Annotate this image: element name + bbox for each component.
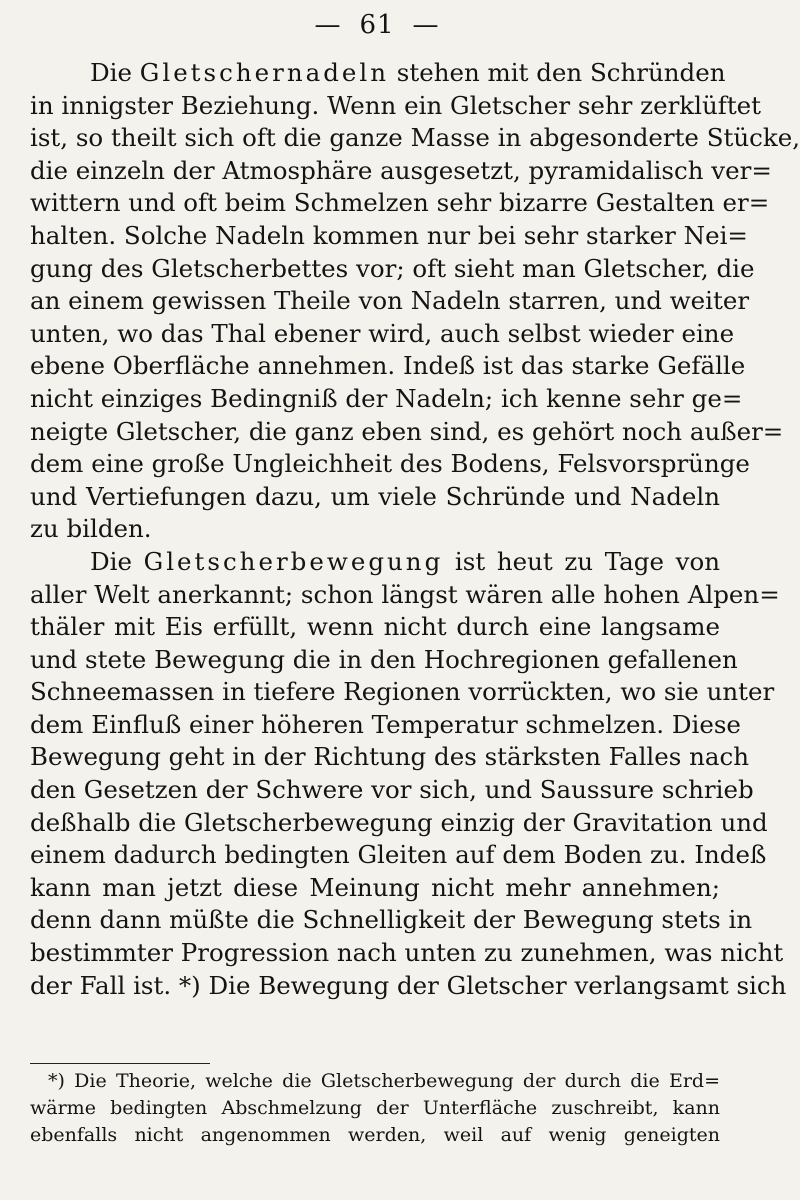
footnote-line: wärme bedingten Abschmelzung der Unterfläche zuschreibt, kann [30, 1097, 720, 1119]
paragraph-opening-word: Die [90, 58, 132, 87]
line-continuation: ist heut zu Tage von [443, 546, 720, 576]
text-line: neigte Gletscher, die ganz eben sind, es gehört noch außer= [30, 416, 784, 446]
text-line: wittern und oft beim Schmelzen sehr bizarre Gestalten er= [30, 188, 770, 218]
text-line: aller Welt anerkannt; schon längst wären alle hohen Alpen= [30, 579, 780, 609]
text-line: ist, so theilt sich oft die ganze Masse in abgesonderte Stücke, [30, 123, 800, 153]
text-line: die einzeln der Atmosphäre ausgesetzt, pyramidalisch ver= [30, 155, 772, 185]
text-line: und Vertiefungen dazu, um viele Schründe und Nadeln [30, 481, 720, 511]
paragraph-opening-word: Die [90, 546, 132, 576]
footnote [30, 1068, 720, 1149]
text-line: Schneemassen in tiefere Regionen vorrückten, wo sie unter [30, 677, 775, 707]
header-dash-left: — [314, 10, 342, 40]
text-line: denn dann müßte die Schnelligkeit der Bewegung stets in [30, 905, 753, 935]
footnote-line: ebenfalls nicht angenommen werden, weil auf wenig geneigten [30, 1124, 720, 1146]
text-line: ebene Oberfläche annehmen. Indeß ist das starke Gefälle [30, 351, 746, 381]
text-line: gung des Gletscherbettes vor; oft sieht man Gletscher, die [30, 253, 755, 283]
header-dash-right: — [412, 10, 440, 40]
page-header [0, 10, 754, 40]
page-number: 61 [359, 10, 395, 40]
emphasized-term: Gletschernadeln [139, 58, 389, 87]
text-line: bestimmter Progression nach unten zu zunehmen, was nicht [30, 938, 784, 968]
footnote-rule [30, 1063, 210, 1064]
body-text [30, 57, 800, 1002]
text-line: den Gesetzen der Schwere vor sich, und Saussure schrieb [30, 775, 754, 805]
text-line: an einem gewissen Theile von Nadeln starren, und weiter [30, 286, 750, 316]
text-line: kann man jetzt diese Meinung nicht mehr annehmen; [30, 872, 720, 902]
text-line: Bewegung geht in der Richtung des stärksten Falles nach [30, 742, 749, 772]
text-line: halten. Solche Nadeln kommen nur bei sehr starker Nei= [30, 220, 748, 250]
text-line: unten, wo das Thal ebener wird, auch selbst wieder eine [30, 318, 735, 348]
text-line: nicht einziges Bedingniß der Nadeln; ich kenne sehr ge= [30, 383, 743, 413]
text-line: deßhalb die Gletscherbewegung einzig der Gravitation und [30, 807, 768, 837]
text-line [30, 57, 726, 90]
text-line [30, 546, 720, 579]
text-line: thäler mit Eis erfüllt, wenn nicht durch eine langsame [30, 612, 720, 642]
footnote-line: *) Die Theorie, welche die Gletscherbewegung der durch die Erd= [48, 1070, 720, 1092]
text-line: zu bilden. [30, 514, 152, 544]
emphasized-term: Gletscherbewegung [143, 546, 444, 576]
text-line: dem Einfluß einer höheren Temperatur schmelzen. Diese [30, 709, 741, 739]
text-line: in innigster Beziehung. Wenn ein Gletscher sehr zerklüftet [30, 90, 762, 120]
line-continuation: stehen mit den Schründen [389, 58, 726, 87]
text-line: und stete Bewegung die in den Hochregionen gefallenen [30, 644, 738, 674]
text-line: dem eine große Ungleichheit des Bodens, Felsvorsprünge [30, 449, 750, 479]
text-line: der Fall ist. *) Die Bewegung der Gletscher verlangsamt sich [30, 970, 787, 1000]
text-line: einem dadurch bedingten Gleiten auf dem Boden zu. Indeß [30, 840, 767, 870]
